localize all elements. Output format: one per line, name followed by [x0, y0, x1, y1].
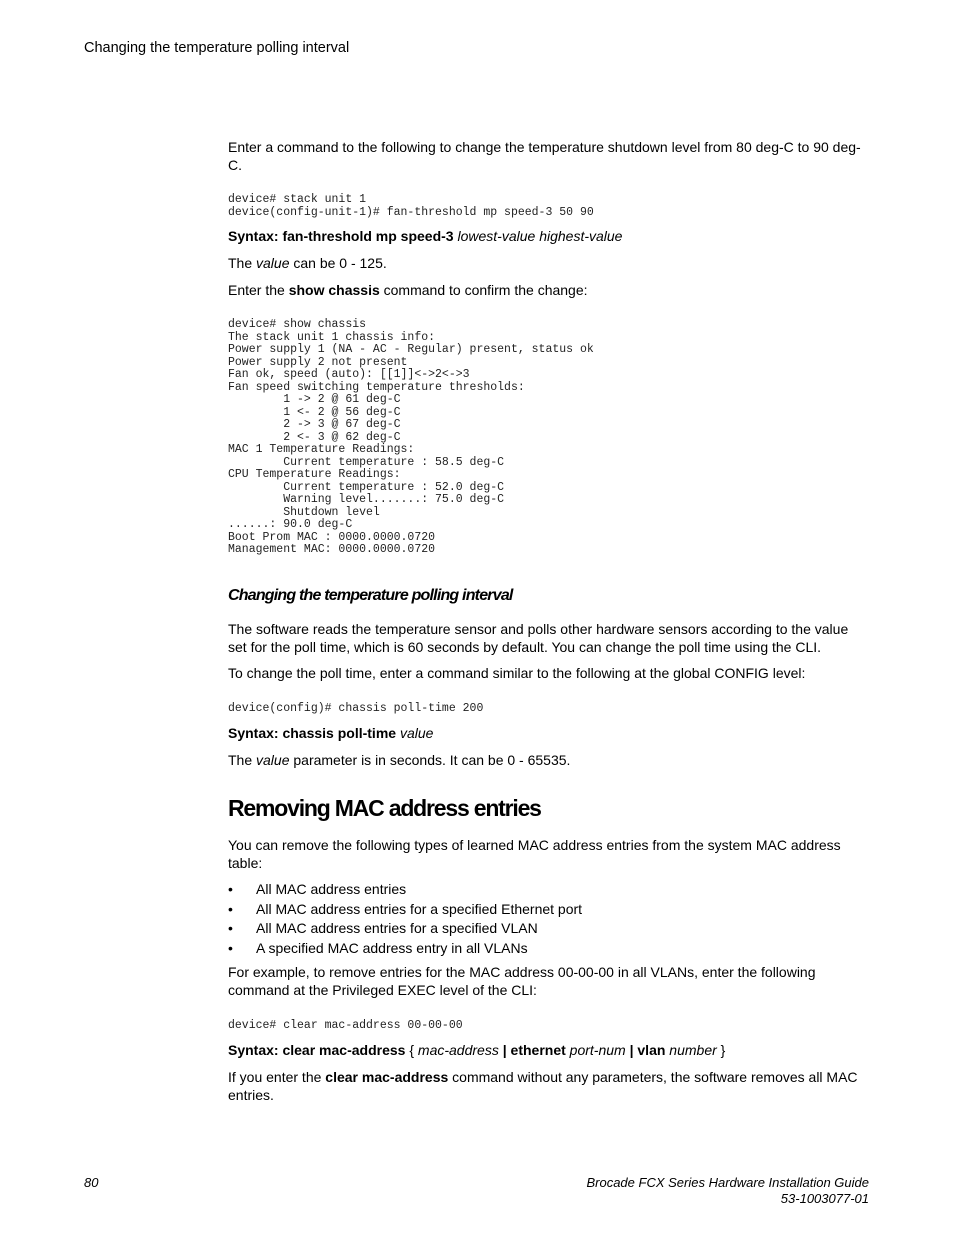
list-item: • All MAC address entries: [228, 881, 407, 897]
page-content: [228, 138, 868, 1104]
bullet-icon: •: [228, 920, 233, 937]
list-item: • All MAC address entries for a specified Ethernet port: [228, 900, 583, 917]
mac-example-paragraph: For example, to remove entries for the MAC address 00-00-00 in all VLANs, enter the following command at the Privileged EXEC level of the CLI:: [228, 963, 816, 998]
code-block-show-chassis: device# show chassis The stack unit 1 chassis info: Power supply 1 (NA - AC - Regular) present, status ok Power supply 2 not present Fan ok, speed (auto): [[1]]<->2<->3 Fan speed switching temperature thresholds: 1 -> 2 @ 61 deg-C 1 <- 2 @ 56 deg-C 2 -> 3 @ 67 deg-C 2 <- 3 @ 62 deg-C MAC 1 Temperature Readings: Current temperature : 58.5 deg-C CPU Temperature Readings: Current temperature : 52.0 deg-C Warning level.......: 75.0 deg-C Shutdown level ......: 90.0 deg-C Boot Prom MAC : 0000.0000.0720 Management MAC: 0000.0000.0720: [228, 318, 594, 556]
bullet-icon: •: [228, 881, 233, 897]
page-number: 80: [84, 1175, 99, 1190]
syntax-label: Syntax: clear mac-address: [228, 1042, 406, 1059]
mac-intro-paragraph: You can remove the following types of learned MAC address entries from the system MAC address table:: [228, 837, 841, 871]
code-block-clear-mac: device# clear mac-address 00-00-00: [228, 1018, 463, 1032]
polling-interval-heading: Changing the temperature polling interval: [228, 586, 513, 604]
removing-mac-heading: Removing MAC address entries: [228, 795, 541, 821]
clear-mac-command: clear mac-address: [325, 1069, 449, 1086]
intro-paragraph: Enter a command to the following to change the temperature shutdown level from 80 deg-C to 90 deg-C.: [228, 139, 861, 173]
syntax-args: value: [399, 725, 434, 741]
code-block-poll-time: device(config)# chassis poll-time 200: [228, 701, 484, 715]
value-term: value: [256, 752, 290, 768]
running-header: Changing the temperature polling interval: [84, 40, 350, 56]
syntax-clear-mac: Syntax: clear mac-address { mac-address | ethernet port-num | vlan number }: [228, 1042, 726, 1059]
syntax-label: Syntax: chassis poll-time: [228, 725, 397, 741]
bullet-icon: •: [228, 900, 233, 917]
doc-number: 53-1003077-01: [780, 1191, 869, 1206]
polling-paragraph-2: To change the poll time, enter a command similar to the following at the global CONFIG level:: [228, 664, 806, 681]
show-chassis-command: show chassis: [288, 282, 380, 298]
syntax-args: lowest-value highest-value: [457, 228, 623, 244]
list-item: • All MAC address entries for a specified VLAN: [228, 920, 538, 937]
poll-value-note: The value parameter is in seconds. It can be 0 - 65535.: [228, 752, 571, 768]
value-term: value: [256, 255, 290, 271]
value-range-note: The value can be 0 - 125.: [228, 255, 387, 271]
footer-guide-info: [586, 1175, 869, 1207]
bullet-icon: •: [228, 939, 233, 956]
polling-paragraph-1: The software reads the temperature sensor and polls other hardware sensors according to the value set for the poll time, which is 60 seconds by default. You can change the poll time using the CLI.: [228, 620, 849, 655]
syntax-poll-time: [228, 724, 868, 742]
syntax-fan-threshold: [228, 227, 868, 245]
list-item: • A specified MAC address entry in all VLANs: [228, 939, 528, 956]
guide-title: Brocade FCX Series Hardware Installation Guide: [586, 1175, 869, 1190]
syntax-label: Syntax: fan-threshold mp speed-3: [228, 228, 454, 244]
clear-mac-final-paragraph: If you enter the clear mac-address command without any parameters, the software removes all MAC entries.: [228, 1069, 858, 1104]
confirm-paragraph: Enter the show chassis command to confirm the change:: [228, 282, 588, 298]
mac-entry-types-list: [228, 880, 868, 957]
code-block-fan-threshold: device# stack unit 1 device(config-unit-1)# fan-threshold mp speed-3 50 90: [228, 193, 594, 219]
